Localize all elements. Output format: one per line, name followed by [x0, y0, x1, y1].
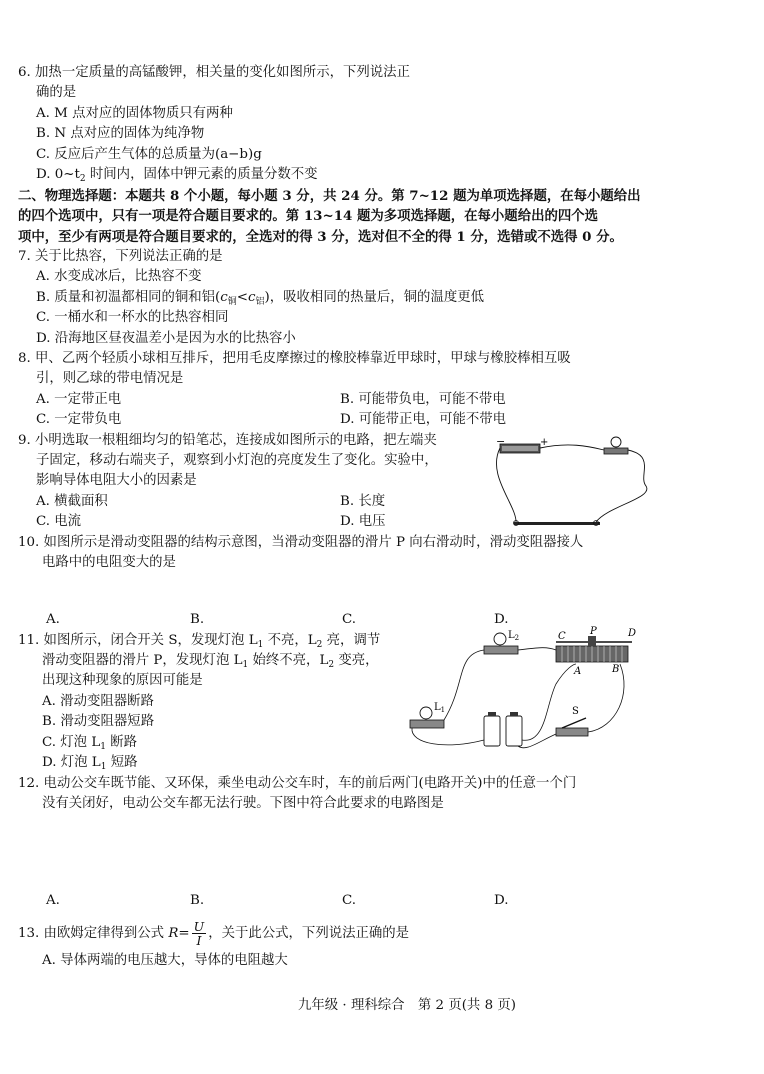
label-c: C: [558, 631, 566, 642]
q13-stem: 13. 由欧姆定律得到公式 R= $\frac{U}{I}$ ，关于此公式，下列说法正确的是: [18, 919, 410, 948]
q9-option-d: D. 电压: [340, 514, 386, 529]
q9-stem-line3: 影响导体电阻大小的因素是: [36, 473, 197, 488]
q9-option-a: A. 横截面积: [36, 494, 108, 509]
q9-option-b: B. 长度: [340, 494, 386, 509]
lamp-l1-base: [410, 720, 444, 728]
q10-option-c: C.: [342, 612, 357, 627]
q11-option-d: D. 灯泡 $L_1$ 短路: [42, 755, 138, 772]
bulb-icon: [611, 437, 621, 447]
q7-stem: 7. 关于比热容，下列说法正确的是: [18, 249, 223, 264]
battery-1-icon: [484, 716, 500, 746]
q11-stem-line3: 出现这种现象的原因可能是: [42, 673, 203, 688]
q13-option-a: A. 导体两端的电压越大，导体的电阻越大: [42, 953, 288, 968]
label-d: D: [628, 628, 637, 639]
q7-option-a: A. 水变成冰后，比热容不变: [36, 269, 202, 284]
q6-option-d: D. $0\sim t_2$ 时间内，固体中钾元素的质量分数不变: [36, 167, 318, 184]
q12-stem-line1: 12. 电动公交车既节能、又环保，乘坐电动公交车时，车的前后两门(电路开关)中的任意一个门: [18, 776, 577, 791]
switch-base: [556, 728, 588, 736]
lamp-l2-base: [484, 646, 518, 654]
section2-line3: 项中，至少有两项是符合题目要求的，全选对的得 3 分，选对但不全的得 1 分，选错或不选得 0 分。: [18, 229, 623, 245]
q11-circuit-figure: [406, 624, 646, 756]
label-p: P: [590, 626, 597, 637]
q12-option-c: C.: [342, 893, 357, 908]
q11-option-b: B. 滑动变阻器短路: [42, 714, 155, 729]
q12-option-d: D.: [494, 893, 509, 908]
label-l2: $L_2$: [508, 630, 520, 642]
q8-stem-line1: 8. 甲、乙两个轻质小球相互排斥，把用毛皮摩擦过的橡胶棒靠近甲球时，甲球与橡胶棒相互吸: [18, 351, 571, 366]
switch-lever-icon: [562, 718, 586, 728]
battery-2-icon: [506, 716, 522, 746]
q11-stem-line1: 11. 如图所示，闭合开关 S，发现灯泡 $L_1$ 不亮，$L_2$ 亮，调节: [18, 633, 381, 650]
q6-option-b: B. N 点对应的固体为纯净物: [36, 126, 205, 141]
lamp-l2-icon: [494, 633, 506, 645]
label-b: B: [612, 664, 620, 675]
q9-stem-line2: 子固定，移动右端夹子，观察到小灯泡的亮度发生了变化。实验中，: [36, 453, 438, 468]
q8-option-b: B. 可能带负电，可能不带电: [340, 392, 506, 407]
q6-stem-line2: 确的是: [36, 85, 77, 100]
pencil-lead: [514, 522, 600, 525]
q10-stem-line2: 电路中的电阻变大的是: [42, 555, 176, 570]
q12-stem-line2: 没有关闭好，电动公交车都无法行驶。下图中符合此要求的电路图是: [42, 796, 444, 811]
q11-stem-line2: 滑动变阻器的滑片 P，发现灯泡 $L_1$ 始终不亮，$L_2$ 变亮，: [42, 653, 379, 670]
q10-stem-line1: 10. 如图所示是滑动变阻器的结构示意图，当滑动变阻器的滑片 P 向右滑动时，滑动变阻器接人: [18, 535, 584, 550]
q10-option-a: A.: [46, 612, 60, 627]
q6-option-c: C. 反应后产生气体的总质量为(a−b)g: [36, 147, 262, 162]
q12-option-b: B.: [190, 893, 205, 908]
q7-option-d: D. 沿海地区昼夜温差小是因为水的比热容小: [36, 331, 296, 346]
page-footer: 九年级 · 理科综合 第 2 页(共 8 页): [298, 998, 516, 1013]
q8-option-c: C. 一定带负电: [36, 412, 122, 427]
q10-option-d: D.: [494, 612, 509, 627]
q11-option-a: A. 滑动变阻器断路: [42, 694, 154, 709]
bulb-base-icon: [604, 448, 628, 454]
q10-option-b: B.: [190, 612, 205, 627]
q8-stem-line2: 引，则乙球的带电情况是: [36, 371, 184, 386]
q9-stem-line1: 9. 小明选取一根粗细均匀的铅笔芯，连接成如图所示的电路，把左端夹: [18, 433, 437, 448]
battery-minus-label: −: [496, 436, 506, 448]
ohm-fraction: $\frac{U}{I}$: [193, 919, 205, 948]
lamp-l1-icon: [420, 707, 432, 719]
battery-plus-label: +: [540, 437, 549, 448]
q6-stem-line1: 6. 加热一定质量的高锰酸钾，相关量的变化如图所示，下列说法正: [18, 65, 410, 80]
label-l1: $L_1$: [434, 702, 446, 714]
q9-option-c: C. 电流: [36, 514, 82, 529]
label-s: S: [572, 706, 579, 717]
rheostat-slider-icon: [588, 636, 596, 646]
q11-option-c: C. 灯泡 $L_1$ 断路: [42, 735, 137, 752]
section2-line1: 二、物理选择题：本题共 8 个小题，每小题 3 分，共 24 分。第 7~12 题为单项选择题，在每小题给出: [18, 188, 641, 204]
label-a: A: [574, 666, 582, 677]
q9-circuit-figure: [488, 436, 658, 530]
q7-option-b: B. 质量和初温都相同的铜和铝$(c_铜<c_铝)$，吸收相同的热量后，铜的温度更低: [36, 290, 485, 307]
q6-option-a: A. M 点对应的固体物质只有两种: [36, 106, 233, 121]
section2-line2: 的四个选项中，只有一项是符合题目要求的。第 13~14 题为多项选择题，在每小题给出的四个选: [18, 208, 599, 224]
q12-option-a: A.: [46, 893, 60, 908]
q7-option-c: C. 一桶水和一杯水的比热容相同: [36, 310, 229, 325]
q8-option-a: A. 一定带正电: [36, 392, 122, 407]
q8-option-d: D. 可能带正电，可能不带电: [340, 412, 507, 427]
